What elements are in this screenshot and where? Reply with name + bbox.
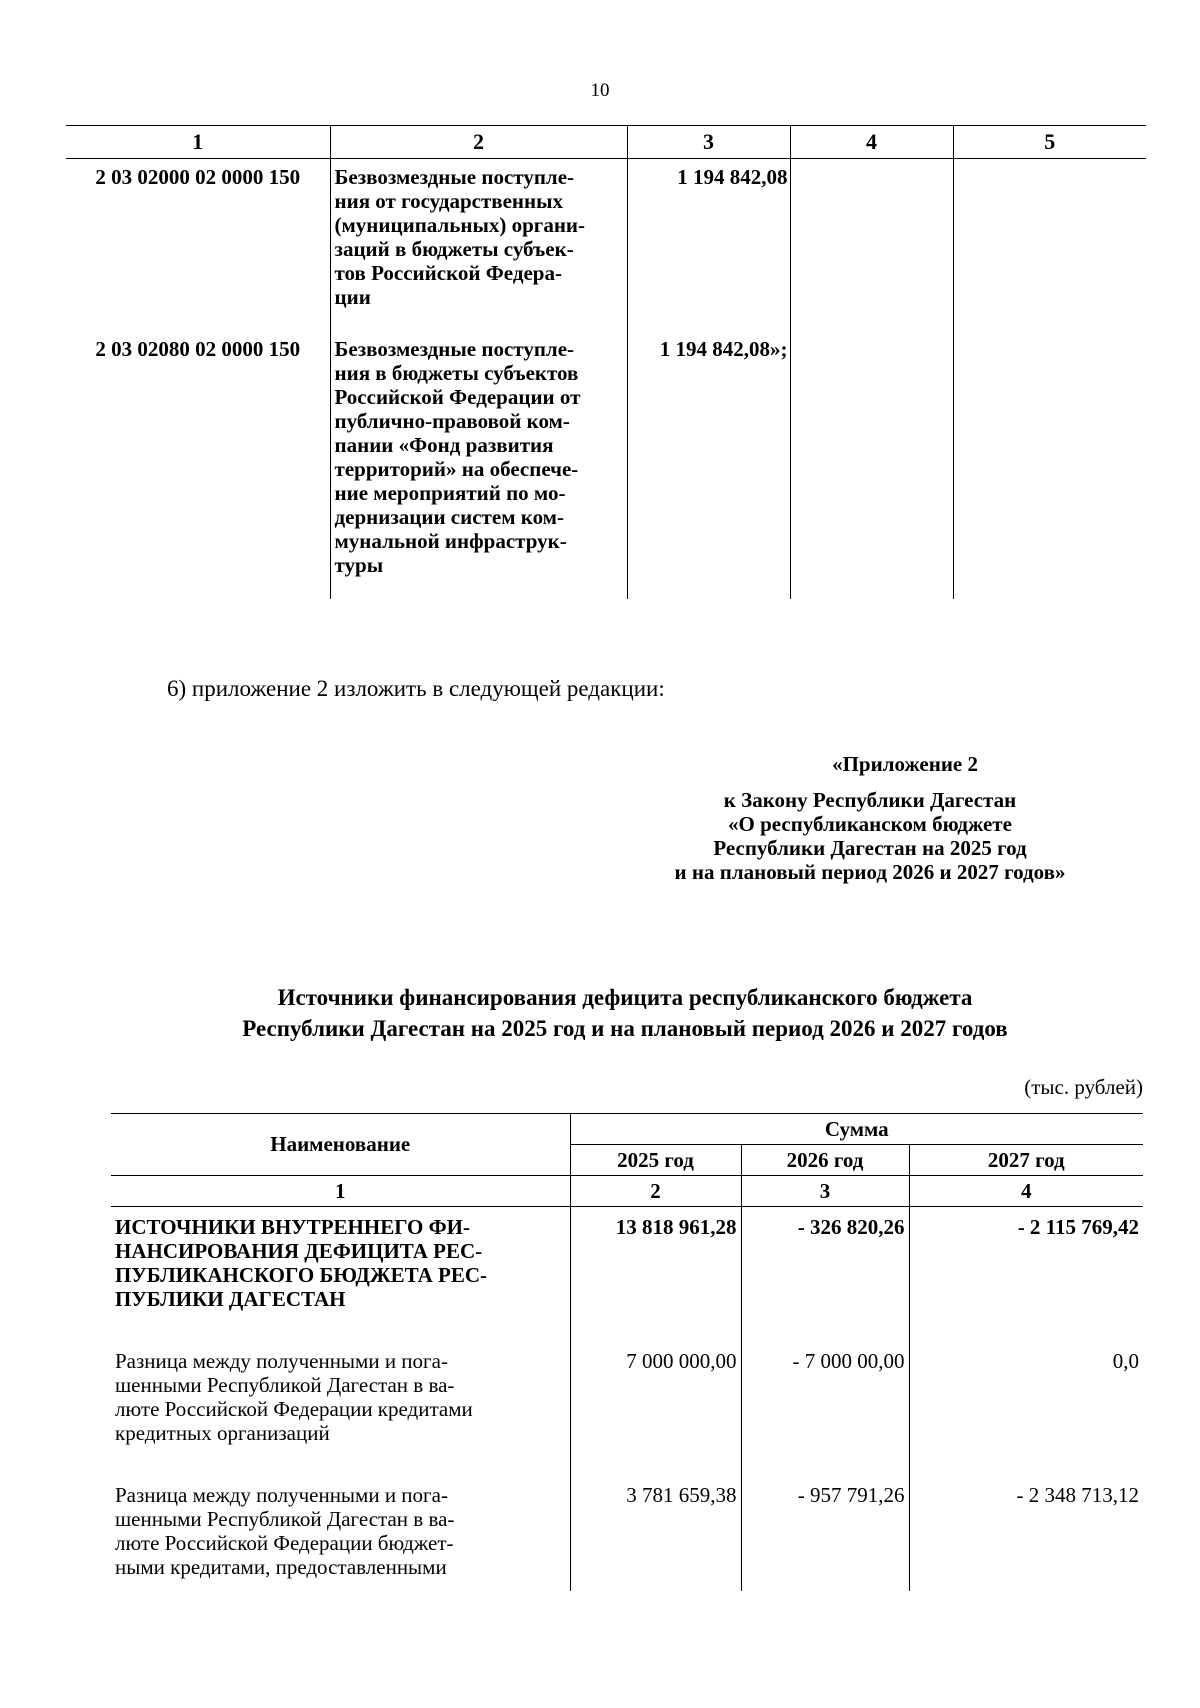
appendix-line: Республики Дагестан на 2025 год <box>713 836 1027 860</box>
empty-cell <box>790 159 953 332</box>
year-header: 2025 год <box>570 1145 741 1176</box>
year-header: 2027 год <box>909 1145 1143 1176</box>
title-line: Республики Дагестан на 2025 год и на плановый период 2026 и 2027 годов <box>242 1016 1008 1041</box>
budget-code: 2 03 02000 02 0000 150 <box>95 165 301 189</box>
text-line: ИСТОЧНИКИ ВНУТРЕННЕГО ФИ- <box>115 1215 470 1239</box>
text-line: территорий» на обеспече- <box>334 457 579 481</box>
text-line: люте Российской Федерации кредитами <box>115 1397 473 1421</box>
value-2025: 7 000 000,00 <box>570 1341 741 1475</box>
source-name <box>111 1475 570 1591</box>
value-2025: 3 781 659,38 <box>570 1475 741 1591</box>
units-label: (тыс. рублей) <box>1024 1075 1143 1099</box>
text-line: шенными Республикой Дагестан в ва- <box>115 1373 455 1397</box>
table-row <box>111 1207 1143 1342</box>
amount: 1 194 842,08»; <box>627 331 790 599</box>
text-line: ПУБЛИКИ ДАГЕСТАН <box>115 1287 346 1311</box>
column-number: 2 <box>570 1176 741 1207</box>
appendix-line: и на плановый период 2026 и 2027 годов» <box>674 860 1066 884</box>
text-line: Разница между полученными и пога- <box>115 1349 448 1373</box>
source-name <box>111 1207 570 1342</box>
year-header: 2026 год <box>741 1145 909 1176</box>
text-line: Разница между полученными и пога- <box>115 1483 448 1507</box>
table-row <box>111 1341 1143 1475</box>
value-2026: - 957 791,26 <box>741 1475 909 1591</box>
text-line: мунальной инфраструк- <box>334 529 567 553</box>
document-title <box>0 982 1200 1044</box>
value-2027: - 2 348 713,12 <box>909 1475 1143 1591</box>
column-number: 3 <box>741 1176 909 1207</box>
appendix-title: «Приложение 2 <box>832 752 978 776</box>
text-line: (муниципальных) органи- <box>334 213 586 237</box>
empty-cell <box>953 159 1146 332</box>
value-2026: - 326 820,26 <box>741 1207 909 1342</box>
name-column-header: Наименование <box>111 1114 570 1176</box>
appendix-line: к Закону Республики Дагестан <box>723 788 1017 812</box>
text-line: кредитных организаций <box>115 1421 330 1445</box>
revenue-table <box>66 125 1146 599</box>
text-line: ние мероприятий по мо- <box>334 481 566 505</box>
text-line: Российской Федерации от <box>334 385 581 409</box>
column-number: 4 <box>909 1176 1143 1207</box>
column-header: 2 <box>330 126 627 159</box>
column-header: 1 <box>66 126 330 159</box>
table-row <box>111 1475 1143 1591</box>
value-2026: - 7 000 00,00 <box>741 1341 909 1475</box>
amount: 1 194 842,08 <box>627 159 790 332</box>
column-header: 5 <box>953 126 1146 159</box>
table-row <box>66 331 1146 599</box>
appendix-heading <box>600 752 1140 884</box>
text-line: шенными Республикой Дагестан в ва- <box>115 1507 455 1531</box>
text-line: дернизации систем ком- <box>334 505 564 529</box>
revenue-name <box>330 159 627 332</box>
revenue-table-header <box>66 126 1146 159</box>
text-line: ния от государственных <box>334 189 564 213</box>
source-name <box>111 1341 570 1475</box>
value-2027: - 2 115 769,42 <box>909 1207 1143 1342</box>
sum-column-header: Сумма <box>570 1114 1143 1145</box>
text-line: ными кредитами, предоставленными <box>115 1555 447 1579</box>
text-line: туры <box>334 553 384 577</box>
title-line: Источники финансирования дефицита республиканского бюджета <box>277 985 973 1010</box>
value-2025: 13 818 961,28 <box>570 1207 741 1342</box>
page-number: 10 <box>590 80 610 101</box>
empty-cell <box>953 331 1146 599</box>
text-line: заций в бюджеты субъек- <box>334 237 574 261</box>
amendment-paragraph: 6) приложение 2 изложить в следующей редакции: <box>167 676 665 701</box>
text-line: Безвозмездные поступле- <box>334 165 575 189</box>
text-line: люте Российской Федерации бюджет- <box>115 1531 454 1555</box>
financing-sources-table <box>111 1113 1143 1591</box>
text-line: ции <box>334 285 371 309</box>
revenue-name <box>330 331 627 599</box>
table-row <box>66 159 1146 332</box>
empty-cell <box>790 331 953 599</box>
column-header: 4 <box>790 126 953 159</box>
text-line: ния в бюджеты субъектов <box>334 361 579 385</box>
value-2027: 0,0 <box>909 1341 1143 1475</box>
column-number: 1 <box>111 1176 570 1207</box>
text-line: НАНСИРОВАНИЯ ДЕФИЦИТА РЕС- <box>115 1239 483 1263</box>
text-line: ПУБЛИКАНСКОГО БЮДЖЕТА РЕС- <box>115 1263 487 1287</box>
budget-code: 2 03 02080 02 0000 150 <box>95 337 301 361</box>
text-line: пании «Фонд развития <box>334 433 554 457</box>
column-header: 3 <box>627 126 790 159</box>
appendix-line: «О республиканском бюджете <box>728 812 1012 836</box>
text-line: тов Российской Федера- <box>334 261 562 285</box>
text-line: Безвозмездные поступле- <box>334 337 575 361</box>
text-line: публично-правовой ком- <box>334 409 570 433</box>
